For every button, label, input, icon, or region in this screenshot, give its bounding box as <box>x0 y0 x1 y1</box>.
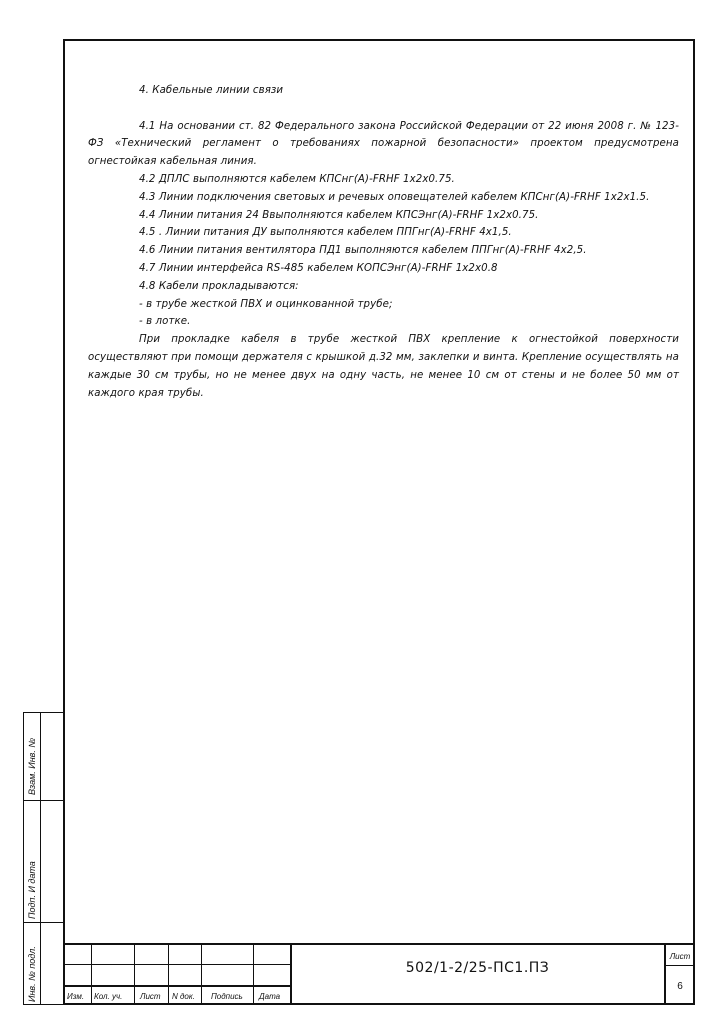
paragraph-4-7: 4.7 Линии интерфейса RS-485 кабелем КОПСЭнг(А)-FRHF 1х2х0.8 <box>139 262 498 274</box>
paragraph-4-4: 4.4 Линии питания 24 Ввыполняются кабелем КПСЭнг(А)-FRHF 1х2х0.75. <box>139 209 539 221</box>
side-stamp-inv <box>23 922 63 1005</box>
side-label-podp: Подп. И дата <box>27 861 37 919</box>
section-heading: 4. Кабельные линии связи <box>139 85 284 96</box>
label-podpis: Подпись <box>211 992 243 1001</box>
grid-line <box>253 943 254 1005</box>
paragraph-4-3: 4.3 Линии подключения световых и речевых оповещателей кабелем КПСнг(А)-FRHF 1х2х1.5. <box>139 191 650 203</box>
side-label-vzam: Взам. Инв. № <box>27 737 37 795</box>
list-item-pipe: - в трубе жесткой ПВХ и оцинкованной трубе; <box>139 298 393 310</box>
side-label-inv: Инв. № подл. <box>27 946 37 1002</box>
paragraph-4-5: 4.5 . Линии питания ДУ выполняются кабелем ППГнг(А)-FRHF 4х1,5. <box>139 227 512 239</box>
grid-line <box>63 964 290 965</box>
side-stamp-podp <box>23 800 63 923</box>
label-n-dok: N док. <box>172 992 195 1001</box>
grid-line <box>63 985 290 987</box>
sheet-box-line <box>664 965 695 966</box>
title-block <box>63 943 695 1005</box>
paragraph-4-6: 4.6 Линии питания вентилятора ПД1 выполняются кабелем ППГнг(А)-FRHF 4х2,5. <box>139 245 587 257</box>
sheet-label: Лист <box>669 952 691 961</box>
document-body <box>88 82 679 402</box>
sheet-number: 6 <box>677 981 683 992</box>
paragraph-mounting: При прокладке кабеля в трубе жесткой ПВХ крепление к огнестойкой поверхности осуществляют при помощи держателя с крышкой д.32 мм, заклепки и винта. Крепление осуществлять на каждые 30 см трубы, но не менее двух на одну часть, не менее 10 см от стены и не более 50 мм от каждого края трубы. <box>88 334 679 399</box>
grid-line <box>168 943 169 1005</box>
document-code: 502/1-2/25-ПС1.ПЗ <box>405 960 550 976</box>
paragraph-4-1: 4.1 На основании ст. 82 Федерального закона Российской Федерации от 22 июня 2008 г. № 123-ФЗ «Технический регламент о требованиях пожарной безопасности» проектом предусмотрена огнестойкая кабельная линия. <box>88 120 679 168</box>
paragraph-4-8: 4.8 Кабели прокладываются: <box>139 280 299 292</box>
paragraph-4-2: 4.2 ДПЛС выполняются кабелем КПСнг(А)-FRHF 1х2х0.75. <box>139 173 455 185</box>
title-block-top-line <box>63 943 695 945</box>
label-kol-uch: Кол. уч. <box>94 992 123 1001</box>
side-stamp-divider <box>40 713 41 800</box>
label-list: Лист <box>140 992 161 1001</box>
side-stamp-divider <box>40 801 41 922</box>
label-data: Дата <box>259 992 281 1001</box>
grid-line <box>134 943 135 1005</box>
spacer <box>88 100 679 118</box>
label-izm: Изм. <box>67 992 85 1001</box>
grid-line <box>201 943 202 1005</box>
side-stamp-vzam <box>23 712 63 801</box>
list-item-tray: - в лотке. <box>139 316 191 328</box>
grid-line <box>91 943 92 1005</box>
side-stamp-divider <box>40 923 41 1004</box>
